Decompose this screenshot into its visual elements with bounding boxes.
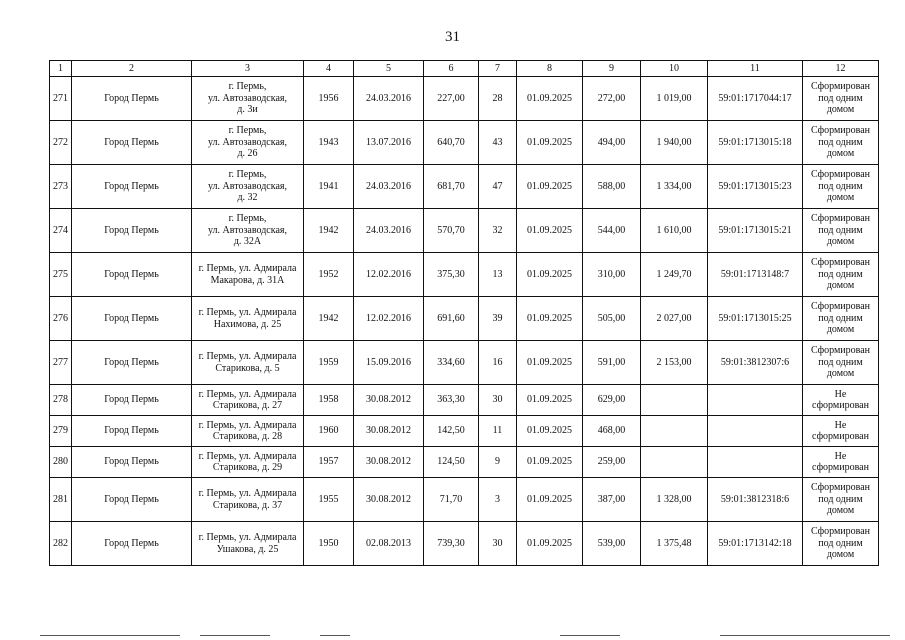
count-cell: 30 (479, 522, 517, 566)
row-number-cell: 274 (50, 209, 72, 253)
value-cell: 310,00 (583, 253, 641, 297)
start-date-cell: 01.09.2025 (517, 209, 583, 253)
column-header: 5 (354, 61, 424, 77)
address-cell: г. Пермь, ул. Адмирала Нахимова, д. 25 (192, 297, 304, 341)
table-row (50, 121, 879, 165)
column-header: 7 (479, 61, 517, 77)
year-cell: 1950 (304, 522, 354, 566)
date-cell: 24.03.2016 (354, 165, 424, 209)
start-date-cell: 01.09.2025 (517, 385, 583, 416)
city-cell: Город Пермь (72, 385, 192, 416)
year-cell: 1959 (304, 341, 354, 385)
cadastral-number-cell: 59:01:3812318:6 (708, 478, 803, 522)
table-row (50, 478, 879, 522)
value-cell: 539,00 (583, 522, 641, 566)
status-cell: Сформирован под одним домом (803, 297, 879, 341)
value-cell: 272,00 (583, 77, 641, 121)
address-cell: г. Пермь, ул. Автозаводская, д. 3и (192, 77, 304, 121)
amount-cell: 1 249,70 (641, 253, 708, 297)
count-cell: 9 (479, 447, 517, 478)
start-date-cell: 01.09.2025 (517, 447, 583, 478)
column-header: 1 (50, 61, 72, 77)
status-cell: Сформирован под одним домом (803, 253, 879, 297)
start-date-cell: 01.09.2025 (517, 165, 583, 209)
date-cell: 30.08.2012 (354, 447, 424, 478)
year-cell: 1960 (304, 416, 354, 447)
count-cell: 28 (479, 77, 517, 121)
cadastral-number-cell (708, 385, 803, 416)
column-header: 11 (708, 61, 803, 77)
count-cell: 11 (479, 416, 517, 447)
row-number-cell: 280 (50, 447, 72, 478)
year-cell: 1943 (304, 121, 354, 165)
date-cell: 30.08.2012 (354, 478, 424, 522)
address-cell: г. Пермь, ул. Адмирала Старикова, д. 37 (192, 478, 304, 522)
date-cell: 30.08.2012 (354, 416, 424, 447)
cadastral-number-cell (708, 447, 803, 478)
registry-table (49, 60, 879, 566)
table-row (50, 341, 879, 385)
area-cell: 739,30 (424, 522, 479, 566)
date-cell: 12.02.2016 (354, 297, 424, 341)
area-cell: 375,30 (424, 253, 479, 297)
column-header: 3 (192, 61, 304, 77)
count-cell: 30 (479, 385, 517, 416)
count-cell: 32 (479, 209, 517, 253)
area-cell: 227,00 (424, 77, 479, 121)
value-cell: 505,00 (583, 297, 641, 341)
start-date-cell: 01.09.2025 (517, 478, 583, 522)
table-row (50, 165, 879, 209)
cadastral-number-cell: 59:01:1713142:18 (708, 522, 803, 566)
count-cell: 39 (479, 297, 517, 341)
year-cell: 1952 (304, 253, 354, 297)
table-row (50, 209, 879, 253)
table-row (50, 385, 879, 416)
value-cell: 494,00 (583, 121, 641, 165)
area-cell: 334,60 (424, 341, 479, 385)
cadastral-number-cell (708, 416, 803, 447)
year-cell: 1942 (304, 297, 354, 341)
city-cell: Город Пермь (72, 297, 192, 341)
amount-cell: 1 334,00 (641, 165, 708, 209)
cadastral-number-cell: 59:01:3812307:6 (708, 341, 803, 385)
scan-edge-marks (0, 631, 905, 640)
amount-cell: 1 019,00 (641, 77, 708, 121)
start-date-cell: 01.09.2025 (517, 121, 583, 165)
amount-cell (641, 385, 708, 416)
row-number-cell: 282 (50, 522, 72, 566)
column-header: 6 (424, 61, 479, 77)
city-cell: Город Пермь (72, 121, 192, 165)
count-cell: 13 (479, 253, 517, 297)
status-cell: Сформирован под одним домом (803, 165, 879, 209)
amount-cell (641, 447, 708, 478)
row-number-cell: 279 (50, 416, 72, 447)
value-cell: 544,00 (583, 209, 641, 253)
value-cell: 468,00 (583, 416, 641, 447)
date-cell: 30.08.2012 (354, 385, 424, 416)
amount-cell: 1 328,00 (641, 478, 708, 522)
table-row (50, 447, 879, 478)
amount-cell: 1 610,00 (641, 209, 708, 253)
area-cell: 142,50 (424, 416, 479, 447)
start-date-cell: 01.09.2025 (517, 253, 583, 297)
area-cell: 691,60 (424, 297, 479, 341)
date-cell: 13.07.2016 (354, 121, 424, 165)
status-cell: Сформирован под одним домом (803, 121, 879, 165)
table-row (50, 522, 879, 566)
row-number-cell: 275 (50, 253, 72, 297)
year-cell: 1942 (304, 209, 354, 253)
table-header-row (50, 61, 879, 77)
column-header: 10 (641, 61, 708, 77)
city-cell: Город Пермь (72, 165, 192, 209)
city-cell: Город Пермь (72, 209, 192, 253)
year-cell: 1957 (304, 447, 354, 478)
cadastral-number-cell: 59:01:1713015:21 (708, 209, 803, 253)
address-cell: г. Пермь, ул. Адмирала Ушакова, д. 25 (192, 522, 304, 566)
year-cell: 1955 (304, 478, 354, 522)
address-cell: г. Пермь, ул. Адмирала Старикова, д. 28 (192, 416, 304, 447)
row-number-cell: 271 (50, 77, 72, 121)
status-cell: Не сформирован (803, 385, 879, 416)
start-date-cell: 01.09.2025 (517, 341, 583, 385)
year-cell: 1941 (304, 165, 354, 209)
table-row (50, 253, 879, 297)
city-cell: Город Пермь (72, 478, 192, 522)
cadastral-number-cell: 59:01:1713015:25 (708, 297, 803, 341)
date-cell: 02.08.2013 (354, 522, 424, 566)
row-number-cell: 281 (50, 478, 72, 522)
count-cell: 16 (479, 341, 517, 385)
column-header: 8 (517, 61, 583, 77)
count-cell: 47 (479, 165, 517, 209)
value-cell: 588,00 (583, 165, 641, 209)
status-cell: Не сформирован (803, 416, 879, 447)
amount-cell: 2 153,00 (641, 341, 708, 385)
status-cell: Сформирован под одним домом (803, 341, 879, 385)
status-cell: Сформирован под одним домом (803, 478, 879, 522)
table-row (50, 77, 879, 121)
area-cell: 363,30 (424, 385, 479, 416)
cadastral-number-cell: 59:01:1717044:17 (708, 77, 803, 121)
amount-cell (641, 416, 708, 447)
year-cell: 1958 (304, 385, 354, 416)
cadastral-number-cell: 59:01:1713148:7 (708, 253, 803, 297)
date-cell: 12.02.2016 (354, 253, 424, 297)
cadastral-number-cell: 59:01:1713015:23 (708, 165, 803, 209)
row-number-cell: 273 (50, 165, 72, 209)
amount-cell: 2 027,00 (641, 297, 708, 341)
status-cell: Не сформирован (803, 447, 879, 478)
start-date-cell: 01.09.2025 (517, 416, 583, 447)
amount-cell: 1 940,00 (641, 121, 708, 165)
area-cell: 124,50 (424, 447, 479, 478)
date-cell: 24.03.2016 (354, 77, 424, 121)
date-cell: 24.03.2016 (354, 209, 424, 253)
page-number: 31 (445, 29, 460, 45)
row-number-cell: 278 (50, 385, 72, 416)
value-cell: 629,00 (583, 385, 641, 416)
area-cell: 640,70 (424, 121, 479, 165)
city-cell: Город Пермь (72, 522, 192, 566)
value-cell: 591,00 (583, 341, 641, 385)
column-header: 4 (304, 61, 354, 77)
column-header: 2 (72, 61, 192, 77)
status-cell: Сформирован под одним домом (803, 77, 879, 121)
row-number-cell: 277 (50, 341, 72, 385)
city-cell: Город Пермь (72, 77, 192, 121)
table-row (50, 297, 879, 341)
value-cell: 387,00 (583, 478, 641, 522)
year-cell: 1956 (304, 77, 354, 121)
status-cell: Сформирован под одним домом (803, 209, 879, 253)
start-date-cell: 01.09.2025 (517, 297, 583, 341)
cadastral-number-cell: 59:01:1713015:18 (708, 121, 803, 165)
start-date-cell: 01.09.2025 (517, 77, 583, 121)
count-cell: 43 (479, 121, 517, 165)
column-header: 12 (803, 61, 879, 77)
area-cell: 71,70 (424, 478, 479, 522)
row-number-cell: 272 (50, 121, 72, 165)
amount-cell: 1 375,48 (641, 522, 708, 566)
start-date-cell: 01.09.2025 (517, 522, 583, 566)
value-cell: 259,00 (583, 447, 641, 478)
table-body (50, 61, 879, 566)
city-cell: Город Пермь (72, 447, 192, 478)
address-cell: г. Пермь, ул. Адмирала Макарова, д. 31А (192, 253, 304, 297)
row-number-cell: 276 (50, 297, 72, 341)
address-cell: г. Пермь, ул. Адмирала Старикова, д. 27 (192, 385, 304, 416)
area-cell: 570,70 (424, 209, 479, 253)
address-cell: г. Пермь, ул. Автозаводская, д. 26 (192, 121, 304, 165)
city-cell: Город Пермь (72, 416, 192, 447)
address-cell: г. Пермь, ул. Автозаводская, д. 32 (192, 165, 304, 209)
date-cell: 15.09.2016 (354, 341, 424, 385)
address-cell: г. Пермь, ул. Автозаводская, д. 32А (192, 209, 304, 253)
column-header: 9 (583, 61, 641, 77)
city-cell: Город Пермь (72, 253, 192, 297)
count-cell: 3 (479, 478, 517, 522)
address-cell: г. Пермь, ул. Адмирала Старикова, д. 5 (192, 341, 304, 385)
address-cell: г. Пермь, ул. Адмирала Старикова, д. 29 (192, 447, 304, 478)
status-cell: Сформирован под одним домом (803, 522, 879, 566)
area-cell: 681,70 (424, 165, 479, 209)
city-cell: Город Пермь (72, 341, 192, 385)
table-row (50, 416, 879, 447)
